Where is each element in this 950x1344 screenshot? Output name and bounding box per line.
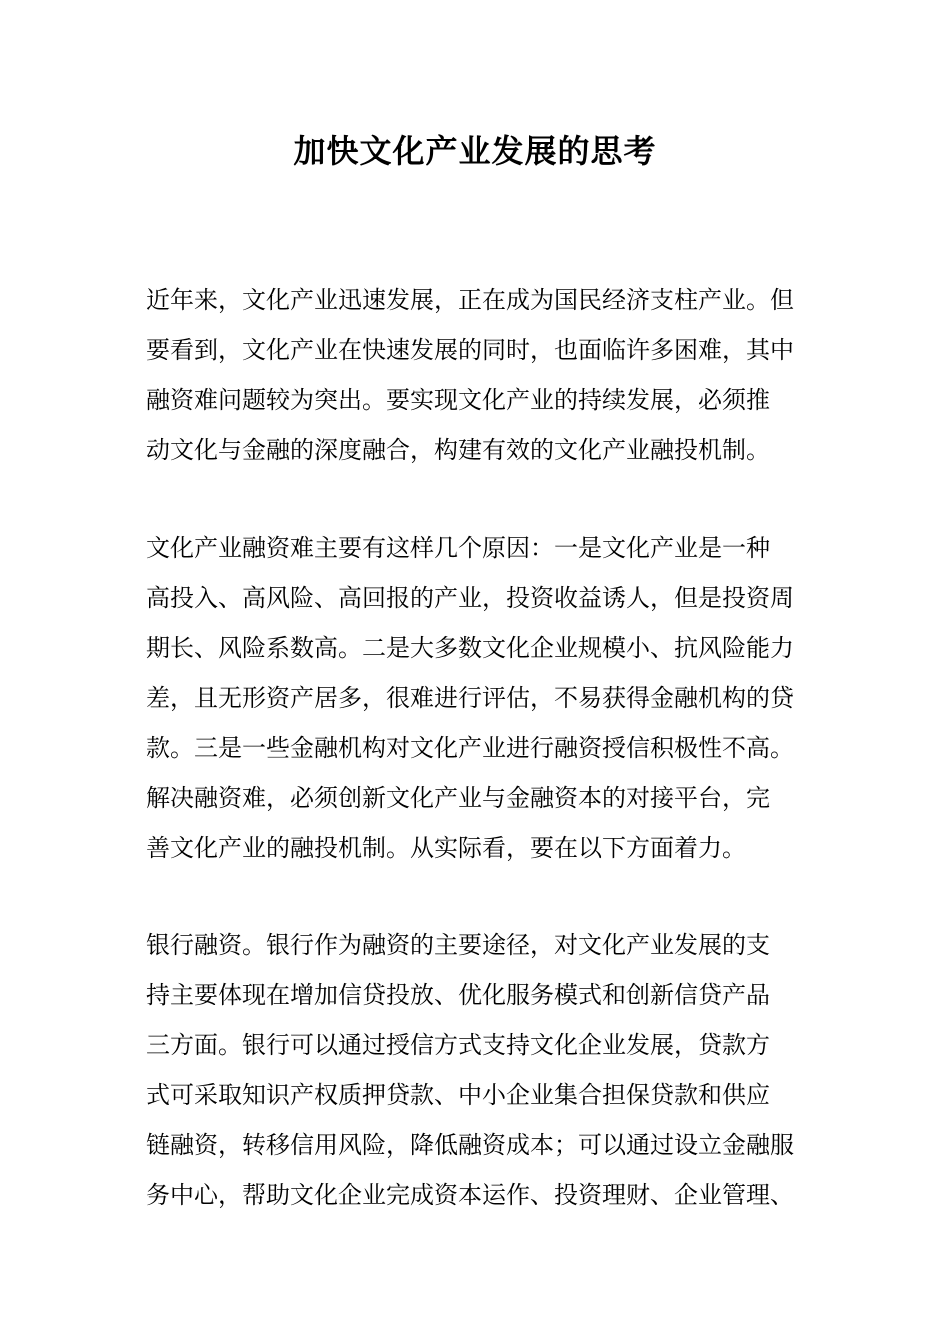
paragraph-line: 期长、风险系数高。二是大多数文化企业规模小、抗风险能力: [146, 634, 794, 662]
paragraph-line: 式可采取知识产权质押贷款、中小企业集合担保贷款和供应: [146, 1081, 770, 1109]
paragraph-line: 善文化产业的融投机制。从实际看，要在以下方面着力。: [146, 834, 746, 862]
paragraph-line: 融资难问题较为突出。要实现文化产业的持续发展，必须推: [146, 386, 770, 414]
paragraph-line: 文化产业融资难主要有这样几个原因：一是文化产业是一种: [146, 534, 770, 562]
paragraph-line: 近年来，文化产业迅速发展，正在成为国民经济支柱产业。但: [146, 286, 794, 314]
paragraph-line: 款。三是一些金融机构对文化产业进行融资授信积极性不高。: [146, 734, 794, 762]
paragraph-line: 三方面。银行可以通过授信方式支持文化企业发展，贷款方: [146, 1031, 770, 1059]
paragraph-line: 持主要体现在增加信贷投放、优化服务模式和创新信贷产品: [146, 981, 770, 1009]
paragraph-1: [146, 275, 846, 475]
paragraph-line: 高投入、高风险、高回报的产业，投资收益诱人，但是投资周: [146, 584, 794, 612]
paragraph-line: 差，且无形资产居多，很难进行评估，不易获得金融机构的贷: [146, 684, 794, 712]
document-title: 加快文化产业发展的思考: [293, 132, 657, 170]
paragraph-2: [146, 523, 846, 873]
paragraph-line: 要看到，文化产业在快速发展的同时，也面临许多困难，其中: [146, 336, 794, 364]
paragraph-line: 动文化与金融的深度融合，构建有效的文化产业融投机制。: [146, 436, 770, 464]
paragraph-3: [146, 920, 846, 1220]
paragraph-line: 银行融资。银行作为融资的主要途径，对文化产业发展的支: [146, 931, 770, 959]
paragraph-line: 解决融资难，必须创新文化产业与金融资本的对接平台，完: [146, 784, 770, 812]
paragraph-line: 务中心，帮助文化企业完成资本运作、投资理财、企业管理、: [146, 1181, 794, 1209]
paragraph-line: 链融资，转移信用风险，降低融资成本；可以通过设立金融服: [146, 1131, 794, 1159]
